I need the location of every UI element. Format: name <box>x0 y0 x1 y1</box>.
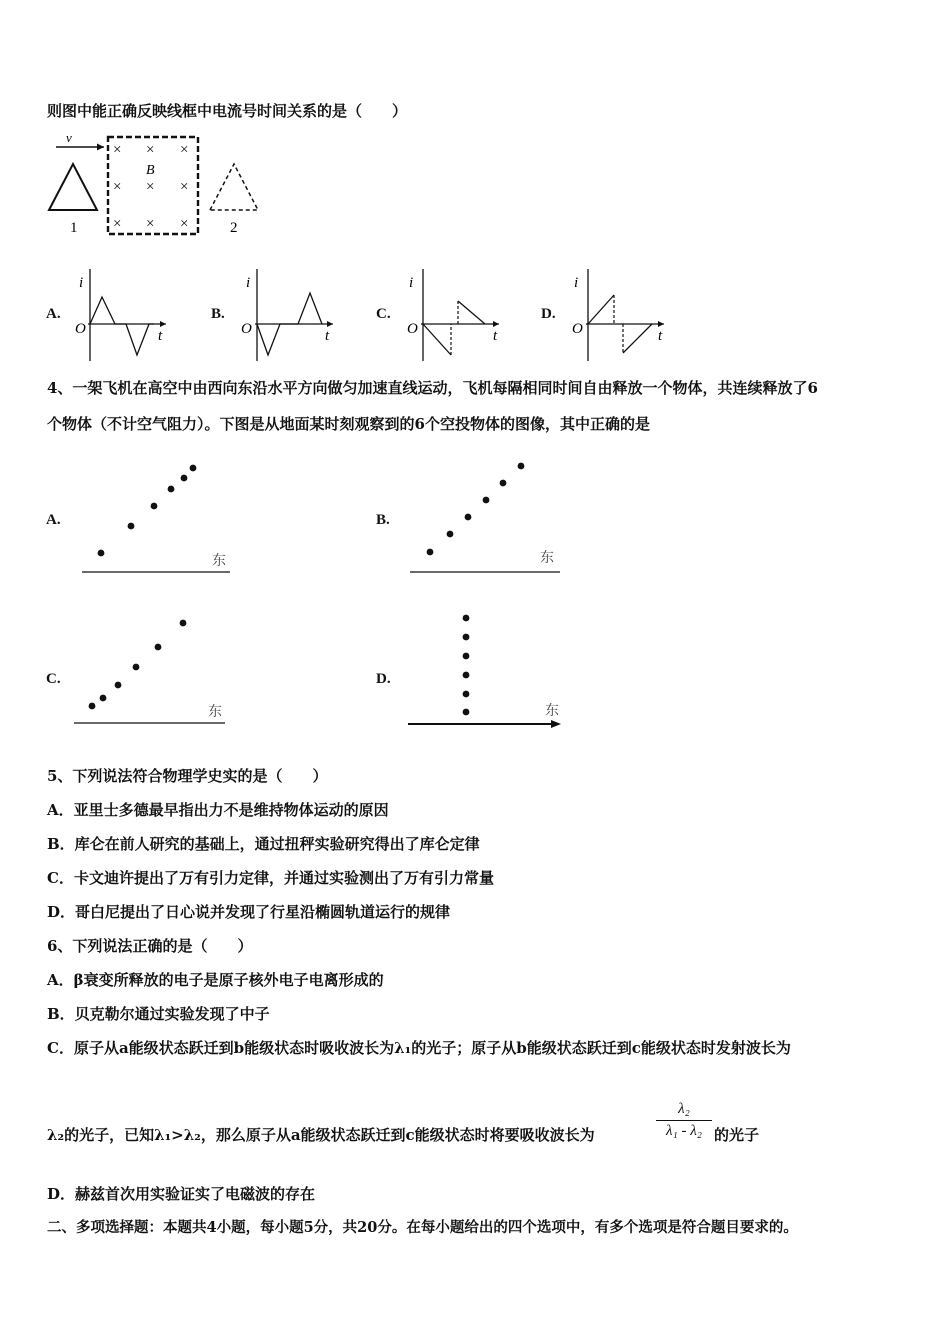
label-1: 1 <box>70 220 78 236</box>
q5-option-b: B．库仑在前人研究的基础上，通过扭秤实验研究得出了库仑定律 <box>47 835 480 853</box>
q3-field-figure <box>40 128 270 240</box>
q6-option-d: D．赫兹首次用实验证实了电磁波的存在 <box>47 1185 316 1203</box>
q4-option-b-letter: B. <box>376 512 390 528</box>
q6-stem: 6、下列说法正确的是（ ） <box>47 937 253 955</box>
current-curve <box>90 297 154 355</box>
cross-mark: × <box>146 179 155 195</box>
q4-stem-line2: 个物体（不计空气阻力）。下图是从地面某时刻观察到的6个空投物体的图像，其中正确的是 <box>47 415 650 433</box>
east-label: 东 <box>208 705 222 720</box>
q3-option-a-letter: A. <box>46 306 61 322</box>
q4-option-d-letter: D. <box>376 671 391 687</box>
q4-graph-b <box>408 455 568 580</box>
q5-stem: 5、下列说法符合物理学史实的是（ ） <box>47 767 328 785</box>
q4-graph-d <box>405 605 570 735</box>
svg-text:i: i <box>409 275 414 291</box>
fraction-numerator: λ₂ <box>678 1101 690 1117</box>
q3-stem: 则图中能正确反映线框中电流号时间关系的是（ ） <box>47 102 408 120</box>
cross-mark: × <box>180 179 189 195</box>
q5-option-a: A．亚里士多德最早指出力不是维持物体运动的原因 <box>47 801 389 819</box>
q3-graph-a <box>70 265 180 365</box>
cross-mark: × <box>113 216 122 232</box>
q6-option-c-line2-end: 的光子 <box>714 1126 760 1144</box>
cross-mark: × <box>113 179 122 195</box>
svg-text:i: i <box>79 275 84 291</box>
field-label: B <box>146 163 155 178</box>
q3-graph-d <box>568 265 678 365</box>
label-2: 2 <box>230 220 238 236</box>
cross-mark: × <box>113 142 122 158</box>
q4-graph-a <box>80 455 240 580</box>
svg-text:t: t <box>658 328 663 344</box>
velocity-label: v <box>66 130 72 145</box>
q4-stem-line1: 4、一架飞机在高空中由西向东沿水平方向做匀加速直线运动，飞机每隔相同时间自由释放一个物体，共连续释放了6 <box>47 379 818 397</box>
q6-option-b: B．贝克勒尔通过实验发现了中子 <box>47 1005 270 1023</box>
svg-text:O: O <box>572 321 583 337</box>
triangle-frame-2 <box>210 164 258 210</box>
cross-mark: × <box>180 216 189 232</box>
q6-option-a: A．β衰变所释放的电子是原子核外电子电离形成的 <box>47 971 384 989</box>
q5-option-c: C．卡文迪许提出了万有引力定律，并通过实验测出了万有引力常量 <box>47 869 494 887</box>
cross-mark: × <box>146 216 155 232</box>
section2-heading: 二、多项选择题：本题共4小题，每小题5分，共20分。在每小题给出的四个选项中，有多个选项是符合题目要求的。 <box>47 1219 798 1236</box>
q3-option-d-letter: D. <box>541 306 556 322</box>
fraction-bar <box>656 1120 712 1121</box>
svg-text:t: t <box>158 328 163 344</box>
q3-graph-c <box>403 265 513 365</box>
svg-text:O: O <box>241 321 252 337</box>
svg-text:i: i <box>246 275 251 291</box>
svg-text:O: O <box>75 321 86 337</box>
svg-text:O: O <box>407 321 418 337</box>
q4-graph-c <box>72 612 232 727</box>
cross-mark: × <box>180 142 189 158</box>
q6-option-c-line2: λ₂的光子，已知λ₁>λ₂，那么原子从a能级状态跃迁到c能级状态时将要吸收波长为 <box>47 1126 595 1144</box>
q3-graph-b <box>237 265 347 365</box>
current-curve <box>588 295 614 324</box>
svg-text:i: i <box>574 275 579 291</box>
svg-text:t: t <box>325 328 330 344</box>
east-label: 东 <box>545 704 559 719</box>
current-curve <box>423 324 451 355</box>
fraction-denominator: λ₁ - λ₂ <box>666 1123 702 1139</box>
q6-option-c-line1: C．原子从a能级状态跃迁到b能级状态时吸收波长为λ₁的光子；原子从b能级状态跃迁到c能级状态时发射波长为 <box>47 1039 791 1057</box>
q5-option-d: D．哥白尼提出了日心说并发现了行星沿椭圆轨道运行的规律 <box>47 903 451 921</box>
q3-option-c-letter: C. <box>376 306 391 322</box>
wavelength-fraction <box>656 1100 712 1140</box>
cross-mark: × <box>146 142 155 158</box>
svg-text:t: t <box>493 328 498 344</box>
east-label: 东 <box>540 551 554 566</box>
triangle-frame-1 <box>49 164 97 210</box>
q4-option-c-letter: C. <box>46 671 61 687</box>
east-label: 东 <box>212 554 226 569</box>
q4-option-a-letter: A. <box>46 512 61 528</box>
q3-option-b-letter: B. <box>211 306 225 322</box>
